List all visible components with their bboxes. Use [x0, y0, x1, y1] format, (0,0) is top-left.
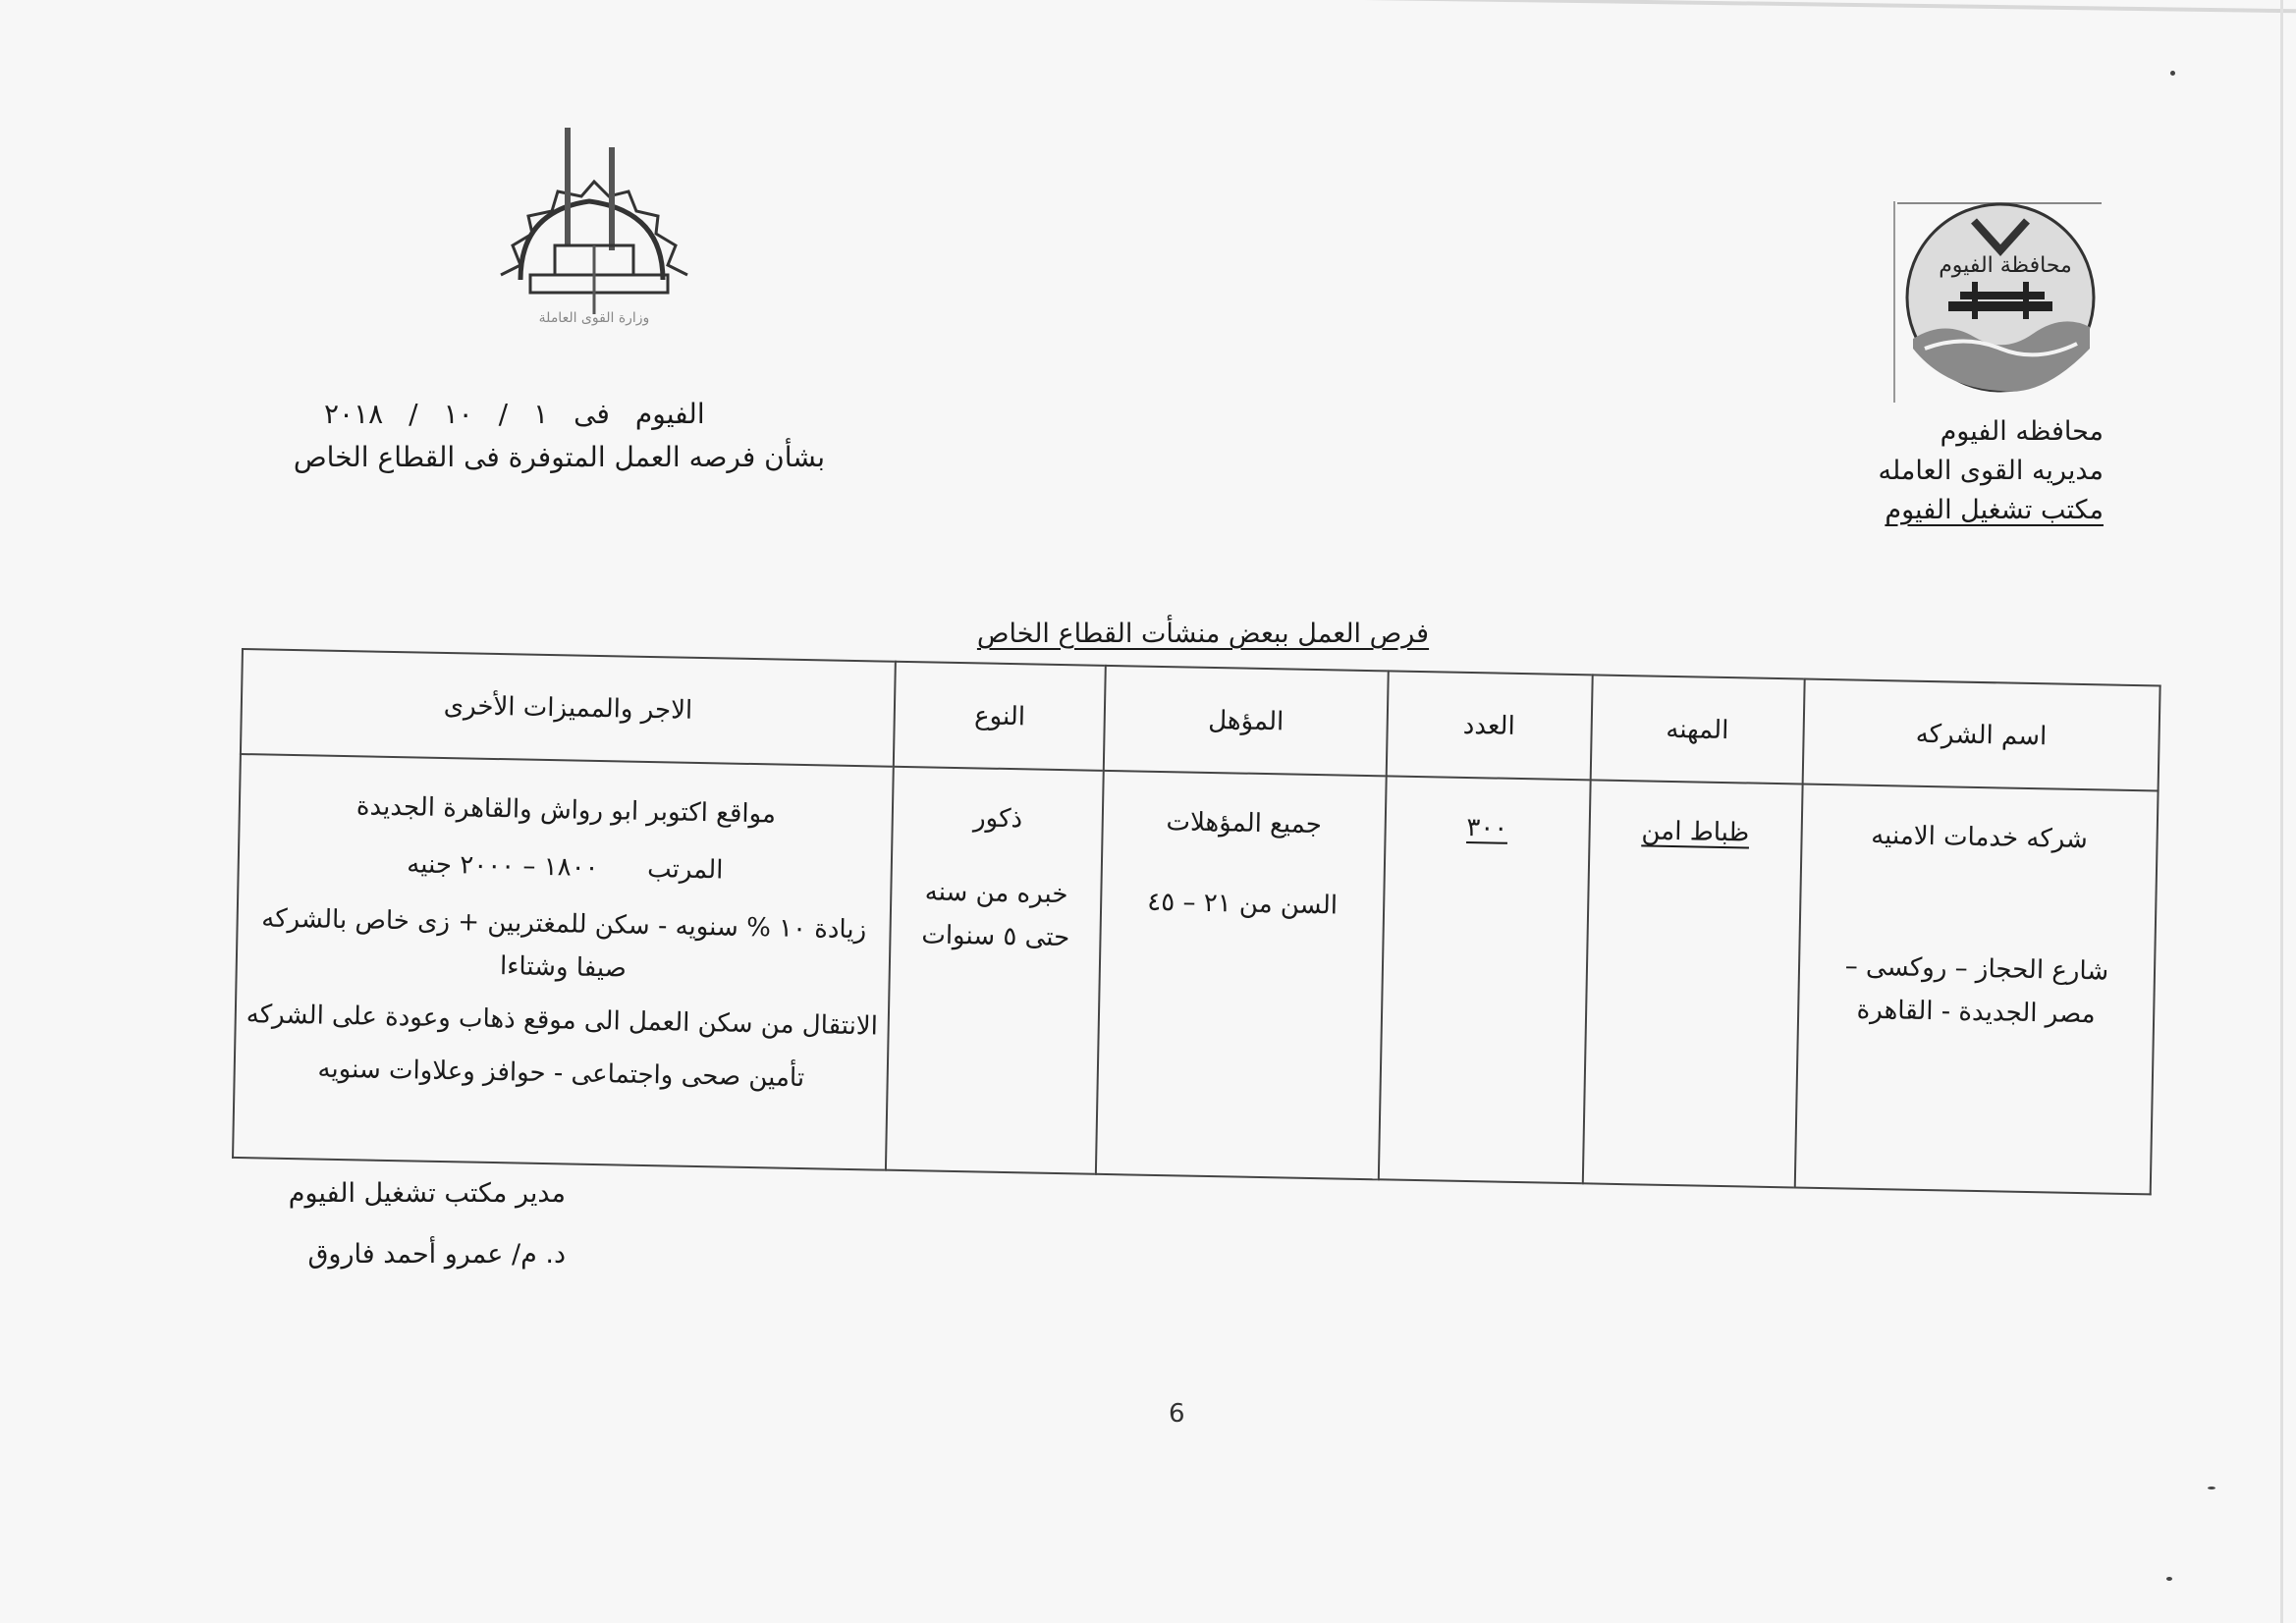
benefit-raise-line-2: صيفا وشتاءا: [499, 951, 628, 984]
cell-count: [1378, 776, 1590, 1183]
company-address-line-1: شارع الحجاز – روكسى –: [1844, 951, 2109, 987]
qualification: جميع المؤهلات: [1166, 807, 1323, 840]
seal-text: محافظة الفيوم: [1939, 253, 2072, 278]
header-profession: المهنه: [1590, 675, 1804, 784]
page-number: 6: [1169, 1399, 1185, 1429]
cell-company: [1795, 784, 2159, 1195]
signer-name: د. م/ عمرو أحمد فاروق: [307, 1239, 566, 1270]
scan-speck: [2208, 1487, 2215, 1489]
fayoum-governorate-seal-logo: [1893, 201, 2102, 403]
salary-range: ١٨٠٠ – ٢٠٠٠ جنيه: [407, 849, 599, 884]
jobs-table: [232, 648, 2161, 1195]
cell-qualification: [1096, 771, 1386, 1179]
company-address-line-2: مصر الجديدة - القاهرة: [1856, 995, 2096, 1030]
date-month: ١٠: [443, 398, 473, 430]
header-count: العدد: [1386, 671, 1592, 780]
cell-type: [886, 767, 1104, 1174]
table-title: فرص العمل ببعض منشأت القطاع الخاص: [976, 619, 1430, 649]
office-name: مكتب تشغيل الفيوم: [1885, 495, 2104, 525]
date-year: ٢٠١٨: [324, 398, 384, 430]
governorate-name: محافظه الفيوم: [1940, 416, 2104, 447]
cell-profession: [1582, 780, 1802, 1187]
signer-title: مدير مكتب تشغيل الفيوم: [288, 1178, 566, 1209]
salary-line: [248, 839, 881, 894]
issuing-office-block: [1846, 412, 2104, 530]
cell-benefits: [233, 754, 894, 1170]
date-separator: /: [409, 398, 418, 430]
date-and-subject: [293, 393, 825, 479]
scan-speck: [2166, 1577, 2172, 1581]
benefit-locations: مواقع اكتوبر ابو رواش والقاهرة الجديدة: [355, 791, 777, 830]
profession: ظباط امن: [1641, 816, 1750, 848]
table-row: [233, 754, 2159, 1194]
gender: ذكور: [972, 803, 1023, 835]
subject-line: بشأن فرصه العمل المتوفرة فى القطاع الخاص: [293, 441, 825, 473]
signature-block: [288, 1163, 566, 1285]
header-qualification: المؤهل: [1104, 666, 1388, 776]
experience-line-2: حتى ٥ سنوات: [921, 920, 1070, 953]
experience-line-1: خبره من سنه: [924, 877, 1068, 910]
salary-label: المرتب: [646, 853, 724, 886]
scan-edge-right: [2280, 0, 2283, 1623]
header-type: النوع: [894, 662, 1106, 771]
count: ٣٠٠: [1466, 812, 1508, 843]
scan-edge-top: [1277, 0, 2296, 13]
date-separator: /: [498, 398, 509, 430]
benefit-insurance: تأمين صحى واجتماعى - حوافز وعلاوات سنويه: [317, 1054, 805, 1094]
date-day: ١: [533, 398, 549, 430]
age-range: السن من ٢١ – ٤٥: [1147, 887, 1339, 921]
place: الفيوم: [634, 398, 705, 430]
benefit-transport: الانتقال من سكن العمل الى موقع ذهاب وعودة على الشركه: [246, 1000, 879, 1042]
header-company: اسم الشركه: [1802, 679, 2159, 791]
scan-speck: [2170, 71, 2175, 76]
benefit-raise-line-1: زيادة ١٠ % سنويه - سكن للمغتربين + زى خاص بالشركه: [261, 903, 867, 946]
fi-word: فى: [574, 398, 610, 430]
date-line: [324, 393, 825, 436]
jobs-table-wrapper: [231, 648, 2161, 1244]
ministry-manpower-logo: [481, 118, 707, 334]
company-name: شركه خدمات الامنيه: [1870, 820, 2089, 855]
directorate-name: مديريه القوى العامله: [1878, 456, 2104, 486]
header-benefits: الاجر والمميزات الأخرى: [241, 649, 896, 767]
logo-caption: وزارة القوى العاملة: [538, 310, 650, 326]
